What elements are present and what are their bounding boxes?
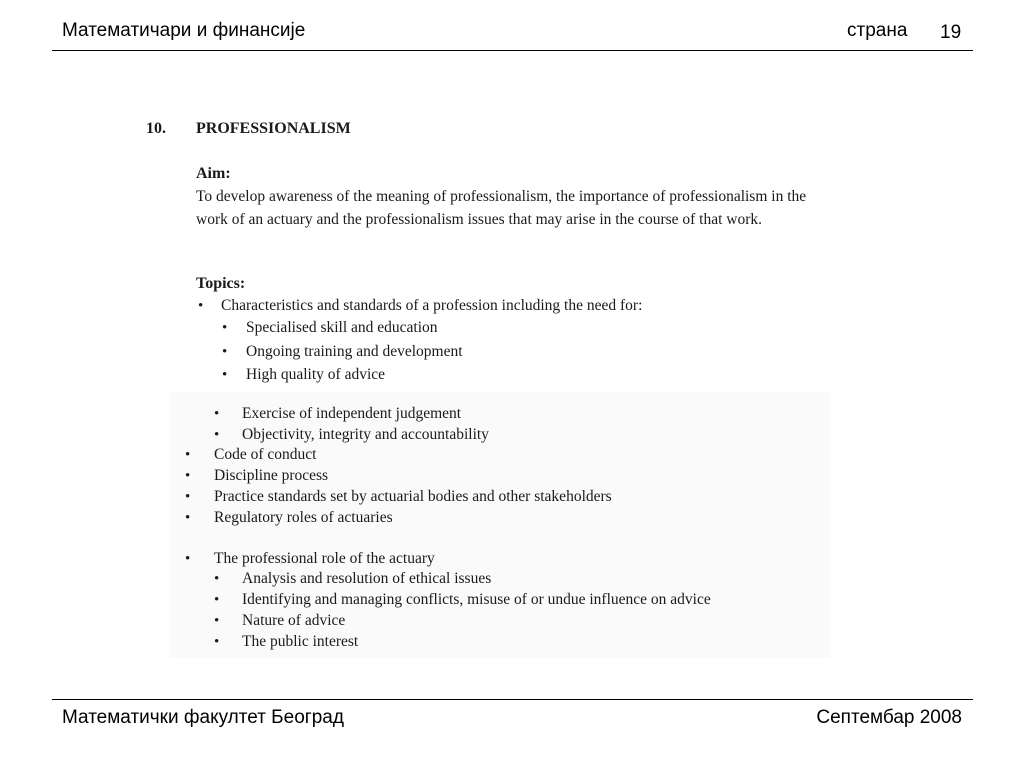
topic-item: Regulatory roles of actuaries — [214, 509, 393, 526]
scanned-excerpt-top — [138, 110, 810, 392]
bullet-icon: • — [185, 489, 191, 505]
bullet-icon: • — [214, 613, 220, 629]
section-title: PROFESSIONALISM — [196, 120, 351, 137]
subtopic-item: Objectivity, integrity and accountability — [242, 426, 489, 443]
bullet-icon: • — [214, 427, 220, 443]
topic-item: Characteristics and standards of a profession including the need for: — [221, 297, 643, 314]
page-label: страна — [847, 20, 908, 41]
subtopic-item: High quality of advice — [246, 366, 386, 383]
subtopic-item: Nature of advice — [242, 612, 346, 629]
topic-item: The professional role of the actuary — [214, 550, 435, 567]
topic-item: Discipline process — [214, 467, 329, 484]
bullet-icon: • — [185, 551, 191, 567]
bullet-icon: • — [185, 510, 191, 526]
subtopic-item: Specialised skill and education — [246, 319, 438, 336]
header-divider — [52, 50, 973, 51]
bullet-icon: • — [214, 406, 220, 422]
bullet-icon: • — [222, 320, 228, 336]
slide-header-title: Математичари и финансије — [62, 20, 306, 41]
subtopic-item: Identifying and managing conflicts, misuse of or undue influence on advice — [242, 591, 711, 608]
bullet-icon: • — [214, 571, 220, 587]
footer-divider — [52, 699, 973, 700]
topic-item: Practice standards set by actuarial bodies and other stakeholders — [214, 488, 612, 505]
subtopic-item: Analysis and resolution of ethical issues — [242, 570, 492, 587]
bullet-icon: • — [222, 344, 228, 360]
bullet-icon: • — [185, 468, 191, 484]
topics-heading: Topics: — [196, 275, 246, 292]
page-number: 19 — [940, 22, 962, 43]
subtopic-item: Exercise of independent judgement — [242, 405, 462, 422]
bullet-icon: • — [198, 298, 204, 314]
subtopic-item: Ongoing training and development — [246, 343, 463, 360]
subtopic-item: The public interest — [242, 633, 359, 650]
bullet-icon: • — [214, 592, 220, 608]
footer-institution: Математички факултет Београд — [62, 707, 344, 728]
bullet-icon: • — [185, 447, 191, 463]
topic-item: Code of conduct — [214, 446, 317, 463]
bullet-icon: • — [222, 367, 228, 383]
bullet-icon: • — [214, 634, 220, 650]
scanned-excerpt-bottom — [170, 392, 830, 658]
aim-paragraph: To develop awareness of the meaning of professionalism, the importance of professionalism in the work of an actuary and the professionalism issues that may arise in the course of that work. — [196, 188, 807, 228]
aim-heading: Aim: — [196, 165, 231, 182]
footer-date: Септембар 2008 — [816, 707, 962, 728]
section-number: 10. — [146, 120, 166, 137]
